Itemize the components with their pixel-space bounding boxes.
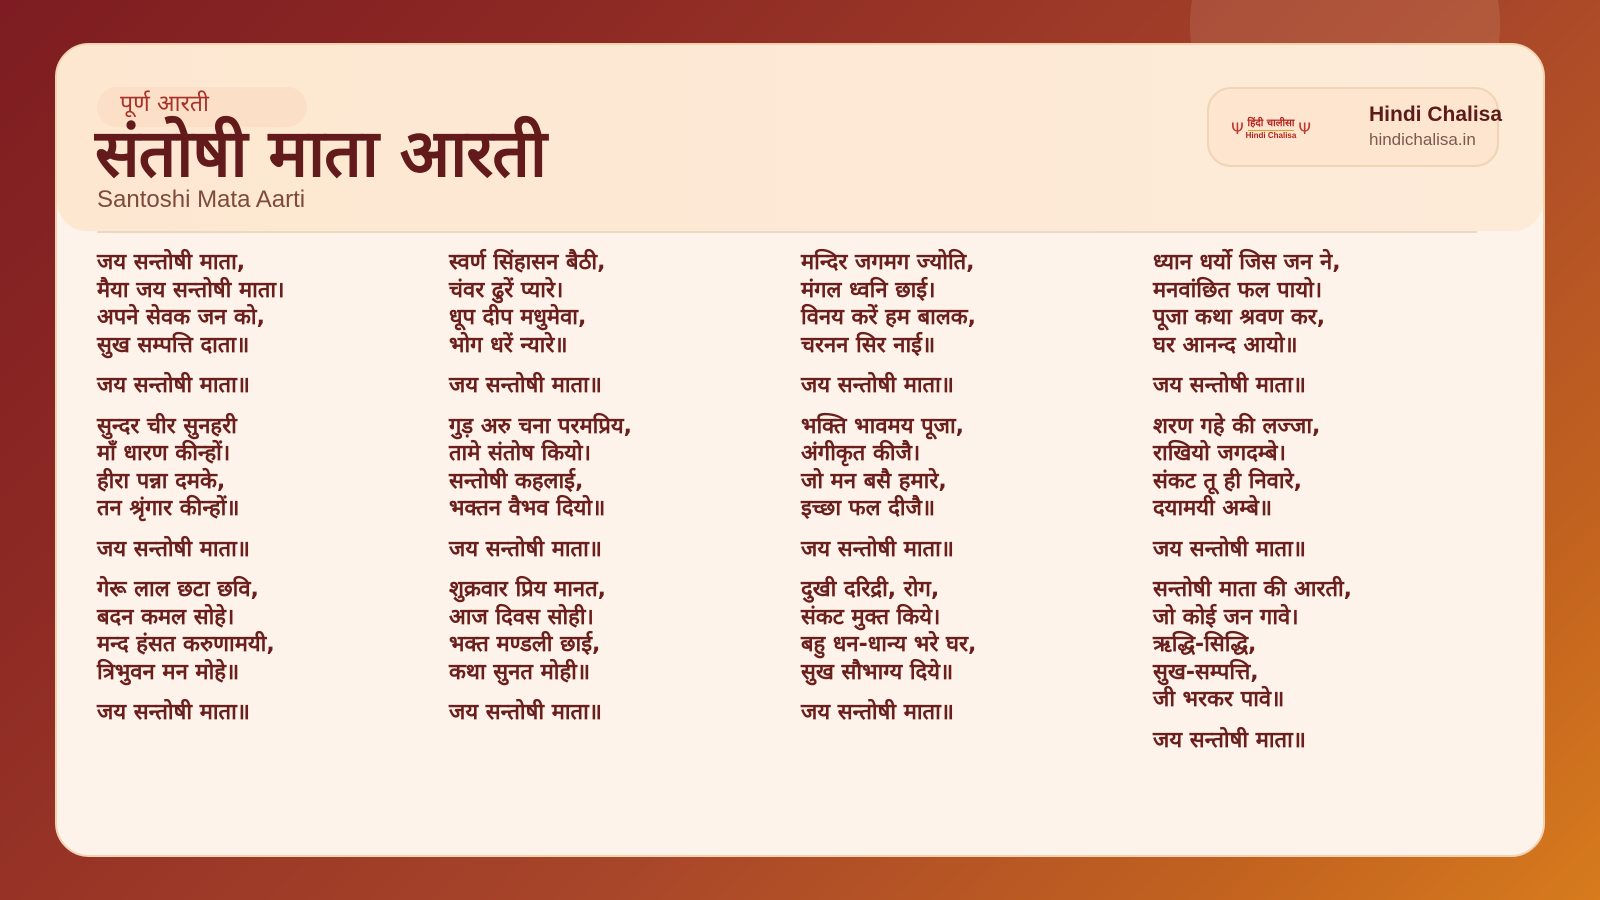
refrain: जय सन्तोषी माता॥ [449,700,602,725]
lyric-line: भक्तन वैभव दियो॥ [449,496,606,521]
lyric-line: मन्दिर जगमग ज्योति, [801,250,975,275]
lyric-line: मनवांछित फल पायो। [1153,277,1323,303]
lyric-line: सुन्दर चीर सुनहरी [97,413,237,439]
lyric-line: जय सन्तोषी माता, [97,250,246,275]
stanza [449,413,789,523]
stanza [97,576,437,686]
lyric-line: सुख-सम्पत्ति, [1153,659,1259,685]
lyric-line: इच्छा फल दीजै॥ [801,496,936,521]
lyric-line: सन्तोषी माता की आरती, [1153,577,1353,602]
lyric-line: बहु धन-धान्य भरे घर, [801,632,977,657]
lyric-line: जो कोई जन गावे। [1153,604,1299,630]
lyric-line: घर आनन्द आयो॥ [1153,332,1298,358]
refrain: जय सन्तोषी माता॥ [97,700,250,725]
lyric-line: मैया जय सन्तोषी माता। [97,277,285,303]
stanza [801,576,1141,686]
brand-name: Hindi Chalisa [1369,103,1503,126]
lyric-line: सन्तोषी कहलाई, [449,468,584,494]
stanza [97,249,437,359]
lyric-line: भक्त मण्डली छाई, [449,632,601,657]
brand-badge[interactable] [1207,87,1503,167]
lyrics-column-1 [97,249,437,740]
stanza [449,576,789,686]
lyric-line: दयामयी अम्बे॥ [1153,496,1273,521]
lyric-line: कथा सुनत मोही॥ [449,659,591,685]
lyric-line: मंगल ध्वनि छाई। [801,277,936,303]
lyric-line: गुड़ अरु चना परमप्रिय, [449,413,632,439]
stanza [449,249,789,359]
lyric-line: ध्यान धर्यो जिस जन ने, [1153,250,1341,275]
trishul-icon: Ψ [1231,119,1244,138]
logo-english-text: Hindi Chalisa [1245,130,1297,140]
refrain: जय सन्तोषी माता॥ [449,536,602,562]
lyric-line: शरण गहे की लज्जा, [1153,413,1321,439]
lyric-line: सुख सम्पत्ति दाता॥ [97,332,250,358]
lyric-line: संकट मुक्त किये। [801,604,941,630]
lyric-line: पूजा कथा श्रवण कर, [1153,305,1326,330]
header [57,45,1543,231]
lyric-line: त्रिभुवन मन मोहे॥ [97,659,240,685]
lyric-line: माँ धारण कीन्हों। [97,441,231,466]
lyric-line: आज दिवस सोही। [449,604,594,630]
lyric-line: स्वर्ण सिंहासन बैठी, [449,250,606,275]
lyric-line: शुक्रवार प्रिय मानत, [449,577,607,602]
refrain: जय सन्तोषी माता॥ [449,373,602,398]
lyric-line: तन श्रृंगार कीन्हों॥ [97,496,240,521]
aarti-card [55,43,1545,857]
lyric-line: गेरू लाल छटा छवि, [97,577,259,602]
lyrics-column-4 [1153,249,1493,767]
refrain: जय सन्तोषी माता॥ [1153,536,1306,562]
lyric-line: ऋद्धि-सिद्धि, [1153,632,1257,657]
page-subtitle: Santoshi Mata Aarti [97,186,306,213]
category-tag: पूर्ण आरती [120,91,209,117]
lyric-line: दुखी दरिद्री, रोग, [801,577,940,602]
brand-url[interactable]: hindichalisa.in [1369,130,1476,149]
refrain: जय सन्तोषी माता॥ [1153,373,1306,398]
refrain: जय सन्तोषी माता॥ [97,536,250,562]
lyric-line: अपने सेवक जन को, [97,305,265,330]
lyric-line: भक्ति भावमय पूजा, [801,413,965,439]
stanza [1153,249,1493,359]
lyric-line: विनय करें हम बालक, [801,305,977,330]
page-title: संतोषी माता आरती [95,115,546,192]
lyric-line: राखियो जगदम्बे। [1153,441,1286,466]
lyric-line: मन्द हंसत करुणामयी, [97,632,275,657]
trishul-icon: Ψ [1298,119,1311,138]
lyric-line: चरनन सिर नाई॥ [801,332,936,358]
header-divider [97,231,1477,233]
lyric-line: अंगीकृत कीजै। [801,441,921,466]
stanza [1153,576,1493,714]
refrain: जय सन्तोषी माता॥ [1153,727,1306,753]
refrain: जय सन्तोषी माता॥ [801,373,954,398]
lyric-line: हीरा पन्ना दमके, [97,468,226,494]
lyric-line: सुख सौभाग्य दिये॥ [801,659,954,685]
stanza [801,249,1141,359]
logo-hindi-text: हिंदी चालीसा [1247,117,1295,129]
lyrics-column-3 [801,249,1141,740]
lyric-line: तामे संतोष कियो। [449,441,591,466]
lyric-line: जी भरकर पावे॥ [1153,687,1285,712]
lyric-line: धूप दीप मधुमेवा, [449,305,587,330]
refrain: जय सन्तोषी माता॥ [801,700,954,725]
stanza [97,413,437,523]
lyric-line: चंवर ढुरें प्यारे। [449,277,564,303]
lyrics-column-2 [449,249,789,740]
lyric-line: बदन कमल सोहे। [97,604,235,630]
brand-logo [1225,115,1317,143]
lyric-line: भोग धरें न्यारे॥ [449,332,568,358]
lyric-line: जो मन बसै हमारे, [801,468,947,494]
refrain: जय सन्तोषी माता॥ [801,536,954,562]
lyric-line: संकट तू ही निवारे, [1153,468,1302,494]
refrain: जय सन्तोषी माता॥ [97,373,250,398]
stanza [801,413,1141,523]
stanza [1153,413,1493,523]
